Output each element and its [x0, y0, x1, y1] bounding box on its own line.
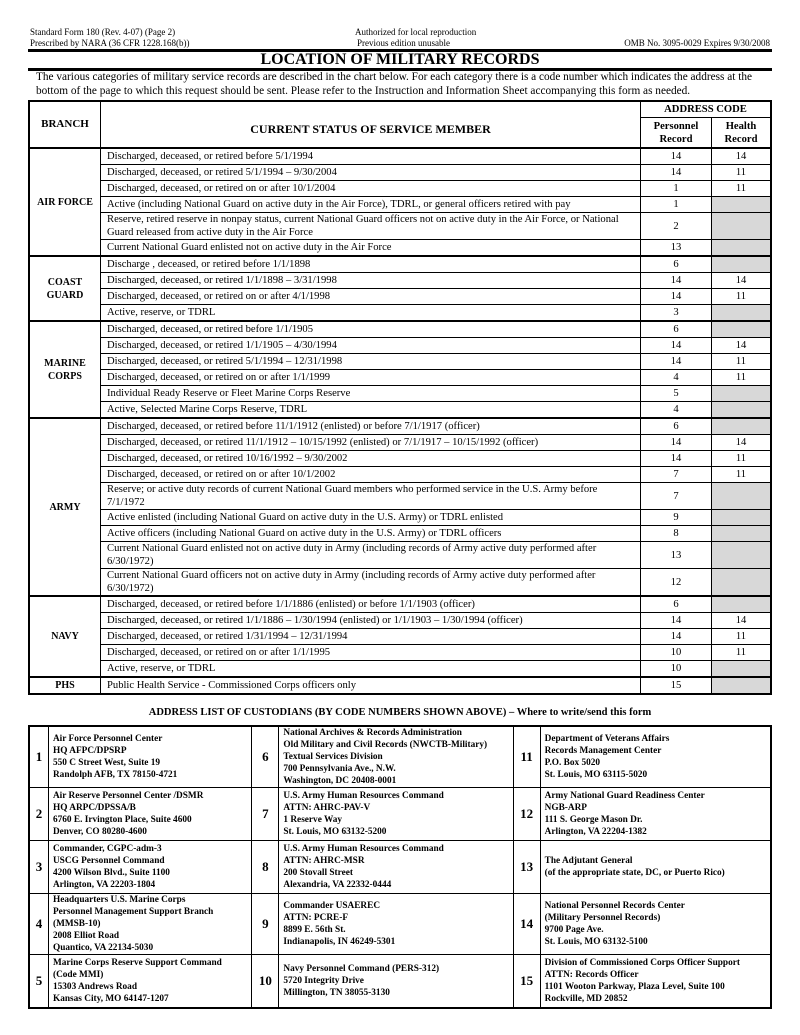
address-line: Denver, CO 80280-4600 — [52, 827, 147, 837]
address-code: 13 — [513, 841, 540, 894]
address-line: ATTN: Records Officer — [544, 970, 639, 980]
address-line: ATTN: PCRE-F — [283, 913, 349, 923]
address-code: 6 — [252, 726, 279, 788]
address-code: 3 — [29, 841, 48, 894]
health-code: 14 — [712, 613, 772, 629]
personnel-code: 6 — [641, 321, 712, 338]
edition-note: Previous edition unusable — [357, 38, 450, 48]
table-row — [29, 510, 771, 526]
address-line: U.S. Army Human Resources Command — [283, 844, 444, 854]
table-row — [29, 256, 771, 273]
health-code — [712, 240, 772, 257]
personnel-code: 14 — [641, 451, 712, 467]
personnel-code: 12 — [641, 569, 712, 597]
health-code — [712, 526, 772, 542]
address-line: Navy Personnel Command (PERS-312) — [283, 964, 440, 974]
table-row — [29, 148, 771, 165]
status-cell: Discharged, deceased, or retired on or after 10/1/2002 — [101, 467, 641, 483]
personnel-code: 10 — [641, 661, 712, 678]
table-row — [29, 596, 771, 613]
address-line: NGB-ARP — [544, 803, 587, 813]
table-row — [29, 338, 771, 354]
address-row — [29, 894, 771, 955]
table-row — [29, 305, 771, 322]
address-line: Records Management Center — [544, 746, 662, 756]
status-cell: Discharged, deceased, or retired before 11/1/1912 (enlisted) or before 7/1/1917 (officer) — [101, 418, 641, 435]
page-title: LOCATION OF MILITARY RECORDS — [260, 51, 540, 68]
status-cell: Current National Guard enlisted not on active duty in Army (including records of Army active duty performed after 6/30/1972) — [101, 542, 641, 569]
address-line: USCG Personnel Command — [52, 856, 165, 866]
personnel-code: 14 — [641, 289, 712, 305]
personnel-code: 14 — [641, 354, 712, 370]
address-row — [29, 955, 771, 1009]
health-code: 11 — [712, 370, 772, 386]
personnel-code: 14 — [641, 613, 712, 629]
address-line: Indianapolis, IN 46249-5301 — [283, 937, 396, 947]
table-row — [29, 569, 771, 597]
reproduction-note — [355, 27, 476, 49]
address-block — [540, 841, 771, 894]
address-block — [48, 726, 251, 788]
personnel-code: 1 — [641, 197, 712, 213]
address-block — [279, 841, 513, 894]
address-block — [279, 955, 513, 1009]
status-cell: Active, reserve, or TDRL — [101, 305, 641, 322]
table-row — [29, 165, 771, 181]
address-line: (MMSB-10) — [52, 919, 101, 929]
address-line: St. Louis, MO 63132-5200 — [283, 827, 387, 837]
personnel-code: 14 — [641, 435, 712, 451]
address-line: St. Louis, MO 63115-5020 — [544, 770, 648, 780]
personnel-code: 6 — [641, 596, 712, 613]
address-line: HQ ARPC/DPSSA/B — [52, 803, 136, 813]
table-row — [29, 370, 771, 386]
address-line: Randolph AFB, TX 78150-4721 — [52, 770, 178, 780]
address-line: Rockville, MD 20852 — [544, 994, 628, 1004]
address-line: U.S. Army Human Resources Command — [283, 791, 444, 801]
address-line: (Code MMI) — [52, 970, 104, 980]
address-line: ATTN: AHRC-PAV-V — [283, 803, 371, 813]
address-line: 2008 Elliot Road — [52, 931, 120, 941]
health-code — [712, 256, 772, 273]
health-code: 11 — [712, 467, 772, 483]
health-code — [712, 305, 772, 322]
address-list-table — [28, 725, 772, 1009]
personnel-code: 7 — [641, 483, 712, 510]
address-line: (Military Personnel Records) — [544, 913, 661, 923]
address-line: Commander USAEREC — [283, 901, 381, 911]
address-line: Department of Veterans Affairs — [544, 734, 670, 744]
address-line: Millington, TN 38055-3130 — [283, 988, 390, 998]
address-line: 111 S. George Mason Dr. — [544, 815, 643, 825]
branch-cell: ARMY — [29, 418, 101, 596]
personnel-code: 5 — [641, 386, 712, 402]
address-line: Air Reserve Personnel Center /DSMR — [52, 791, 204, 801]
status-cell: Discharged, deceased, or retired before 1/1/1905 — [101, 321, 641, 338]
address-line: Washington, DC 20408-0001 — [283, 776, 397, 786]
personnel-record-header: Personnel Record — [641, 118, 712, 149]
personnel-code: 2 — [641, 213, 712, 240]
health-code — [712, 569, 772, 597]
table-row — [29, 451, 771, 467]
health-code: 14 — [712, 148, 772, 165]
address-line: ATTN: AHRC-MSR — [283, 856, 365, 866]
address-line: 5720 Integrity Drive — [283, 976, 364, 986]
address-block — [540, 788, 771, 841]
address-line: 15303 Andrews Road — [52, 982, 137, 992]
address-line: Arlington, VA 22204-1382 — [544, 827, 647, 837]
status-cell: Current National Guard officers not on active duty in Army (including records of Army active duty performed after 6/30/1972) — [101, 569, 641, 597]
status-cell: Discharged, deceased, or retired 11/1/1912 – 10/15/1992 (enlisted) or 7/1/1917 – 10/15/1992 (officer) — [101, 435, 641, 451]
status-cell: Discharged, deceased, or retired 10/16/1992 – 9/30/2002 — [101, 451, 641, 467]
table-row — [29, 289, 771, 305]
health-code — [712, 542, 772, 569]
address-line: 1 Reserve Way — [283, 815, 343, 825]
personnel-code: 14 — [641, 165, 712, 181]
address-block — [48, 955, 251, 1009]
health-code — [712, 483, 772, 510]
address-code: 11 — [513, 726, 540, 788]
address-row — [29, 841, 771, 894]
table-row — [29, 354, 771, 370]
personnel-code: 3 — [641, 305, 712, 322]
prescribed-by: Prescribed by NARA (36 CFR 1228.168(b)) — [30, 38, 190, 48]
table-row — [29, 418, 771, 435]
address-line: Quantico, VA 22134-5030 — [52, 943, 154, 953]
health-code — [712, 418, 772, 435]
address-code: 8 — [252, 841, 279, 894]
address-line: Textual Services Division — [283, 752, 383, 762]
table-row — [29, 661, 771, 678]
health-code — [712, 596, 772, 613]
address-line: P.O. Box 5020 — [544, 758, 601, 768]
address-line: The Adjutant General — [544, 856, 633, 866]
address-code: 9 — [252, 894, 279, 955]
status-cell: Active enlisted (including National Guard on active duty in the U.S. Army) or TDRL enlisted — [101, 510, 641, 526]
address-line: Air Force Personnel Center — [52, 734, 163, 744]
form-number: Standard Form 180 (Rev. 4-07) (Page 2) — [30, 27, 176, 37]
health-code: 11 — [712, 289, 772, 305]
status-cell: Discharged, deceased, or retired on or after 1/1/1995 — [101, 645, 641, 661]
status-cell: Discharge , deceased, or retired before 1/1/1898 — [101, 256, 641, 273]
address-block — [279, 726, 513, 788]
health-code: 11 — [712, 451, 772, 467]
personnel-code: 9 — [641, 510, 712, 526]
table-row — [29, 467, 771, 483]
address-line: Alexandria, VA 22332-0444 — [283, 880, 392, 890]
health-code: 11 — [712, 165, 772, 181]
address-row — [29, 726, 771, 788]
status-cell: Active officers (including National Guard on active duty in the U.S. Army) or TDRL officers — [101, 526, 641, 542]
personnel-code: 14 — [641, 629, 712, 645]
records-location-table — [28, 100, 772, 695]
address-line: 4200 Wilson Blvd., Suite 1100 — [52, 868, 170, 878]
personnel-code: 14 — [641, 148, 712, 165]
personnel-code: 8 — [641, 526, 712, 542]
address-line: HQ AFPC/DPSRP — [52, 746, 127, 756]
branch-header: BRANCH — [29, 101, 101, 148]
health-code — [712, 213, 772, 240]
status-header: CURRENT STATUS OF SERVICE MEMBER — [101, 101, 641, 148]
personnel-code: 4 — [641, 370, 712, 386]
health-code: 11 — [712, 645, 772, 661]
address-line: 9700 Page Ave. — [544, 925, 604, 935]
table-row — [29, 629, 771, 645]
table-row — [29, 645, 771, 661]
personnel-code: 14 — [641, 273, 712, 289]
address-line: Arlington, VA 22203-1804 — [52, 880, 156, 890]
address-line: National Archives & Records Administration — [283, 728, 462, 738]
branch-cell: AIR FORCE — [29, 148, 101, 256]
authorized-note: Authorized for local reproduction — [355, 27, 477, 37]
status-cell: Reserve; or active duty records of current National Guard members who performed service in the U.S. Army before 7/1/1972 — [101, 483, 641, 510]
address-code: 5 — [29, 955, 48, 1009]
address-block — [279, 788, 513, 841]
address-line: St. Louis, MO 63132-5100 — [544, 937, 648, 947]
address-line: Old Military and Civil Records (NWCTB-Military) — [283, 740, 488, 750]
form-id — [30, 27, 190, 49]
table-row — [29, 240, 771, 257]
health-code — [712, 510, 772, 526]
address-line: Marine Corps Reserve Support Command — [52, 958, 222, 968]
status-cell: Active, Selected Marine Corps Reserve, TDRL — [101, 402, 641, 419]
table-row — [29, 402, 771, 419]
status-cell: Discharged, deceased, or retired 1/31/1994 – 12/31/1994 — [101, 629, 641, 645]
address-line: Division of Commissioned Corps Officer Support — [544, 958, 740, 968]
status-cell: Public Health Service - Commissioned Corps officers only — [101, 677, 641, 694]
personnel-code: 13 — [641, 542, 712, 569]
address-line: 700 Pennsylvania Ave., N.W. — [283, 764, 396, 774]
address-block — [48, 788, 251, 841]
address-block — [279, 894, 513, 955]
status-cell: Discharged, deceased, or retired on or after 1/1/1999 — [101, 370, 641, 386]
table-row — [29, 213, 771, 240]
address-line: (of the appropriate state, DC, or Puerto Rico) — [544, 868, 725, 878]
address-code-header: ADDRESS CODE — [641, 101, 772, 118]
status-cell: Discharged, deceased, or retired before 5/1/1994 — [101, 148, 641, 165]
personnel-code: 10 — [641, 645, 712, 661]
status-cell: Discharged, deceased, or retired 1/1/1905 – 4/30/1994 — [101, 338, 641, 354]
health-code — [712, 677, 772, 694]
status-cell: Reserve, retired reserve in nonpay status, current National Guard officers not on active duty in the Air Force, or National Guard released from active duty in the Air Force — [101, 213, 641, 240]
address-code: 1 — [29, 726, 48, 788]
table-row — [29, 197, 771, 213]
table-row — [29, 483, 771, 510]
branch-cell: MARINE CORPS — [29, 321, 101, 418]
address-line: 550 C Street West, Suite 19 — [52, 758, 161, 768]
address-block — [540, 894, 771, 955]
status-cell: Discharged, deceased, or retired 5/1/1994 – 12/31/1998 — [101, 354, 641, 370]
health-code: 11 — [712, 181, 772, 197]
health-code: 11 — [712, 629, 772, 645]
health-code — [712, 661, 772, 678]
address-row — [29, 788, 771, 841]
personnel-code: 15 — [641, 677, 712, 694]
address-block — [48, 841, 251, 894]
status-cell: Current National Guard enlisted not on active duty in the Air Force — [101, 240, 641, 257]
address-line: Army National Guard Readiness Center — [544, 791, 705, 801]
health-code: 14 — [712, 338, 772, 354]
address-line: Kansas City, MO 64147-1207 — [52, 994, 169, 1004]
personnel-code: 4 — [641, 402, 712, 419]
health-code: 14 — [712, 435, 772, 451]
status-cell: Discharged, deceased, or retired on or after 4/1/1998 — [101, 289, 641, 305]
table-row — [29, 526, 771, 542]
table-row — [29, 321, 771, 338]
status-cell: Active, reserve, or TDRL — [101, 661, 641, 678]
status-cell: Discharged, deceased, or retired 1/1/1886 – 1/30/1994 (enlisted) or 1/1/1903 – 1/30/1994 (officer) — [101, 613, 641, 629]
omb-number — [624, 27, 770, 49]
status-cell: Active (including National Guard on active duty in the Air Force), TDRL, or general officers retired with pay — [101, 197, 641, 213]
address-line: Commander, CGPC-adm-3 — [52, 844, 162, 854]
address-list-title: ADDRESS LIST OF CUSTODIANS (BY CODE NUMBERS SHOWN ABOVE) – Where to write/send this form — [148, 707, 652, 718]
address-code: 14 — [513, 894, 540, 955]
status-cell: Individual Ready Reserve or Fleet Marine Corps Reserve — [101, 386, 641, 402]
address-block — [540, 955, 771, 1009]
address-code: 15 — [513, 955, 540, 1009]
address-block — [540, 726, 771, 788]
status-cell: Discharged, deceased, or retired on or after 10/1/2004 — [101, 181, 641, 197]
address-code: 7 — [252, 788, 279, 841]
personnel-code: 1 — [641, 181, 712, 197]
branch-cell: PHS — [29, 677, 101, 694]
status-cell: Discharged, deceased, or retired before 1/1/1886 (enlisted) or before 1/1/1903 (officer) — [101, 596, 641, 613]
health-record-header: Health Record — [712, 118, 772, 149]
health-code: 11 — [712, 354, 772, 370]
address-line: National Personnel Records Center — [544, 901, 685, 911]
address-code: 4 — [29, 894, 48, 955]
address-code: 12 — [513, 788, 540, 841]
table-row — [29, 386, 771, 402]
status-cell: Discharged, deceased, or retired 1/1/1898 – 3/31/1998 — [101, 273, 641, 289]
table-row — [29, 542, 771, 569]
table-row — [29, 677, 771, 694]
address-line: 200 Stovall Street — [283, 868, 353, 878]
table-row — [29, 435, 771, 451]
health-code — [712, 386, 772, 402]
health-code — [712, 321, 772, 338]
table-row — [29, 613, 771, 629]
status-cell: Discharged, deceased, or retired 5/1/1994 – 9/30/2004 — [101, 165, 641, 181]
branch-cell: NAVY — [29, 596, 101, 677]
personnel-code: 13 — [641, 240, 712, 257]
personnel-code: 6 — [641, 256, 712, 273]
health-code: 14 — [712, 273, 772, 289]
address-line: 8899 E. 56th St. — [283, 925, 346, 935]
personnel-code: 6 — [641, 418, 712, 435]
address-line: Personnel Management Support Branch — [52, 907, 214, 917]
table-row — [29, 273, 771, 289]
personnel-code: 14 — [641, 338, 712, 354]
address-code: 2 — [29, 788, 48, 841]
health-code — [712, 197, 772, 213]
address-code: 10 — [252, 955, 279, 1009]
omb-text: OMB No. 3095-0029 Expires 9/30/2008 — [624, 38, 770, 48]
address-line: 6760 E. Irvington Place, Suite 4600 — [52, 815, 192, 825]
address-block — [48, 894, 251, 955]
address-line: Headquarters U.S. Marine Corps — [52, 895, 186, 905]
table-row — [29, 181, 771, 197]
health-code — [712, 402, 772, 419]
personnel-code: 7 — [641, 467, 712, 483]
address-line: 1101 Wooton Parkway, Plaza Level, Suite 100 — [544, 982, 725, 992]
branch-cell: COAST GUARD — [29, 256, 101, 321]
intro-text: The various categories of military service records are described in the chart below. For each category there is a code number which indicates the address at the bottom of the page to which this request should be sent. Please refer to the Instruction and Information Sheet accompanying this form as needed. — [36, 71, 753, 97]
